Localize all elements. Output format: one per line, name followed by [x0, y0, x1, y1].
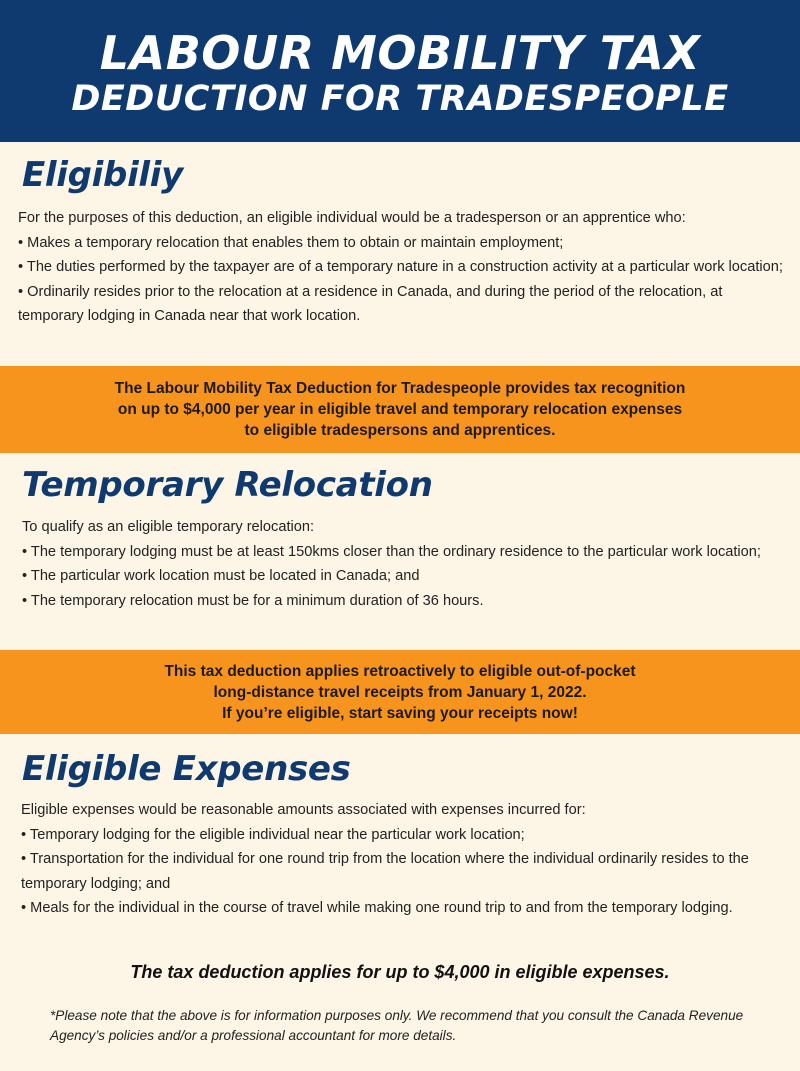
relocation-title: Temporary Relocation	[22, 465, 433, 505]
relocation-body	[22, 515, 788, 613]
eligibility-body	[18, 206, 788, 329]
expenses-bullet: • Temporary lodging for the eligible individual near the particular work location;	[21, 826, 525, 843]
header-banner	[0, 0, 800, 142]
callout-line: to eligible tradespersons and apprentices.	[244, 422, 556, 439]
tax-recognition-callout	[0, 366, 800, 453]
relocation-intro: To qualify as an eligible temporary relocation:	[22, 519, 315, 535]
disclaimer-note: *Please note that the above is for information purposes only. We recommend that you consult the Canada Revenue Agency’s policies and/or a professional accountant for more details.	[50, 1008, 744, 1043]
relocation-bullet: • The temporary relocation must be for a minimum duration of 36 hours.	[22, 592, 484, 609]
eligibility-bullet: • The duties performed by the taxpayer are of a temporary nature in a construction activity at a particular work location;	[18, 259, 783, 275]
eligibility-title: Eligibiliy	[22, 155, 183, 195]
header-title-line1: LABOUR MOBILITY TAX	[99, 25, 701, 80]
summary-statement: The tax deduction applies for up to $4,000 in eligible expenses.	[130, 962, 670, 982]
expenses-body	[21, 798, 788, 921]
expenses-bullet: • Meals for the individual in the course of travel while making one round trip to and from the temporary lodging.	[21, 900, 733, 916]
callout-line: long-distance travel receipts from January 1, 2022.	[213, 683, 587, 701]
callout-line: on up to $4,000 per year in eligible travel and temporary relocation expenses	[117, 401, 683, 418]
expenses-title: Eligible Expenses	[22, 749, 351, 789]
eligibility-intro: For the purposes of this deduction, an eligible individual would be a tradesperson or an apprentice who:	[18, 210, 686, 226]
expenses-bullet: • Transportation for the individual for one round trip from the location where the individual ordinarily resides to the temporary lodging; and	[21, 851, 749, 892]
relocation-bullet: • The particular work location must be located in Canada; and	[22, 568, 420, 584]
callout-line: The Labour Mobility Tax Deduction for Tradespeople provides tax recognition	[114, 380, 686, 397]
callout-line: This tax deduction applies retroactively to eligible out-of-pocket	[164, 662, 636, 680]
expenses-intro: Eligible expenses would be reasonable amounts associated with expenses incurred for:	[21, 802, 586, 818]
eligibility-bullet: • Ordinarily resides prior to the relocation at a residence in Canada, and during the period of the relocation, at temporary lodging in Canada near that work location.	[18, 283, 723, 324]
retroactive-callout	[0, 650, 800, 734]
eligibility-bullet: • Makes a temporary relocation that enables them to obtain or maintain employment;	[18, 234, 564, 251]
header-title-line2: DEDUCTION FOR TRADESPEOPLE	[71, 78, 729, 119]
relocation-bullet: • The temporary lodging must be at least 150kms closer than the ordinary residence to the particular work location;	[22, 543, 761, 560]
callout-line: If you’re eligible, start saving your receipts now!	[222, 704, 578, 722]
